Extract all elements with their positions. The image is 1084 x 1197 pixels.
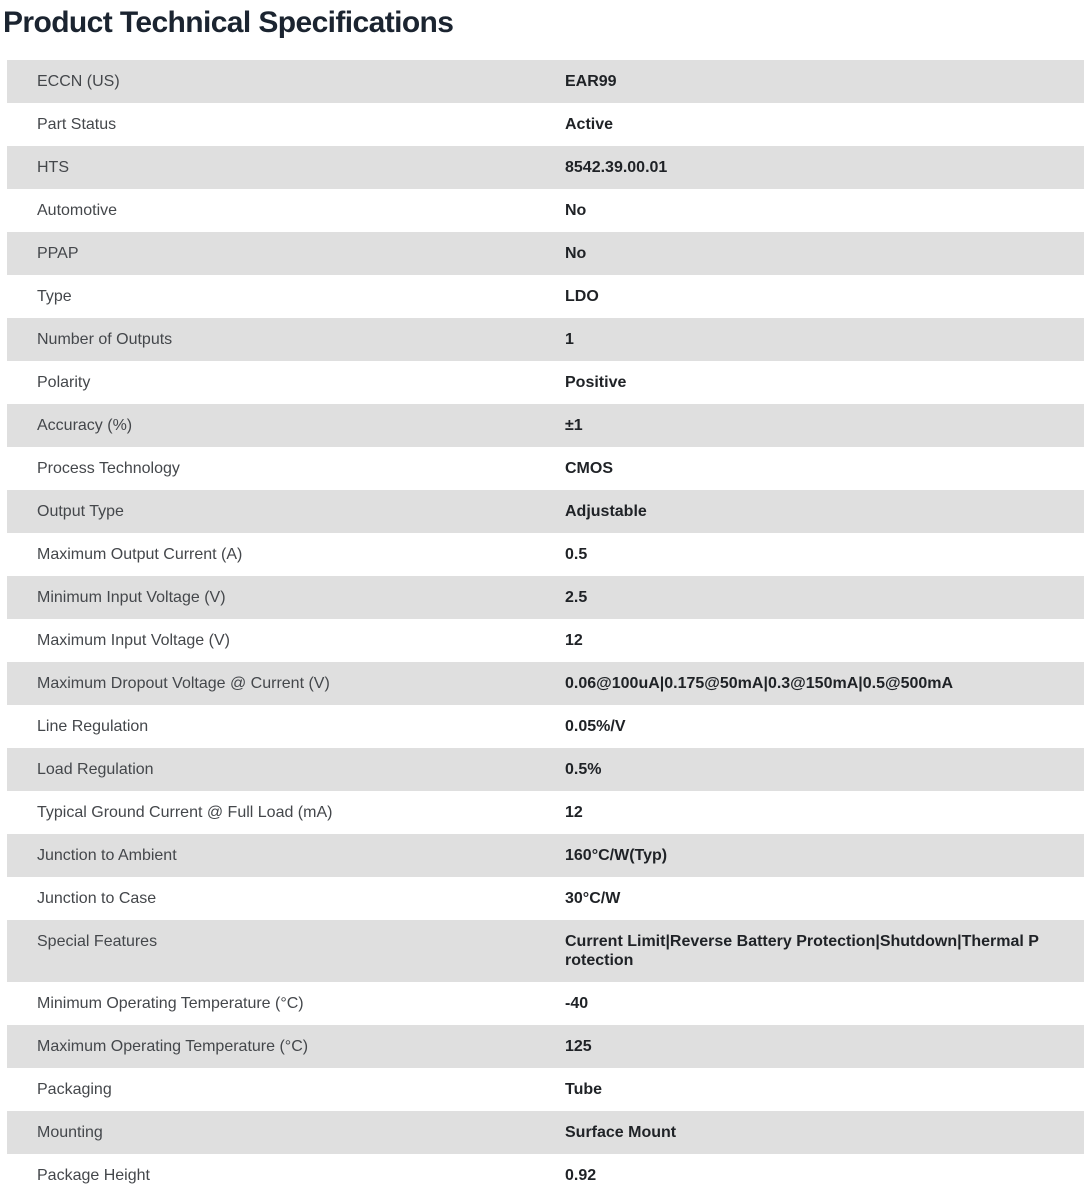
table-row — [7, 982, 1084, 1025]
table-row — [7, 877, 1084, 920]
spec-label: Mounting — [37, 1124, 103, 1141]
table-row — [7, 361, 1084, 404]
table-row — [7, 576, 1084, 619]
spec-value: Current Limit|Reverse Battery Protection|Shutdown|Thermal Protection — [565, 933, 1039, 969]
spec-label: Minimum Operating Temperature (°C) — [37, 995, 304, 1012]
spec-value: Positive — [565, 374, 627, 391]
table-row — [7, 146, 1084, 189]
spec-value: -40 — [565, 995, 589, 1012]
spec-label: PPAP — [37, 245, 79, 262]
spec-value: 0.92 — [565, 1167, 597, 1184]
spec-value: 125 — [565, 1038, 592, 1055]
spec-label: Maximum Operating Temperature (°C) — [37, 1038, 309, 1055]
spec-label: Accuracy (%) — [37, 417, 133, 434]
spec-value: 30°C/W — [565, 890, 621, 907]
table-row — [7, 834, 1084, 877]
spec-label: Junction to Case — [37, 890, 157, 907]
table-row — [7, 705, 1084, 748]
table-row — [7, 189, 1084, 232]
spec-label: Special Features — [37, 933, 158, 950]
table-row — [7, 60, 1084, 103]
spec-label: Junction to Ambient — [37, 847, 177, 864]
table-row — [7, 447, 1084, 490]
spec-label: Part Status — [37, 116, 117, 133]
spec-value: No — [565, 202, 587, 219]
spec-value: Surface Mount — [565, 1124, 677, 1141]
table-row — [7, 1068, 1084, 1111]
spec-label: Maximum Input Voltage (V) — [37, 632, 230, 649]
spec-label: Load Regulation — [37, 761, 154, 778]
spec-value: EAR99 — [565, 73, 617, 90]
spec-value: LDO — [565, 288, 599, 305]
table-row — [7, 404, 1084, 447]
spec-label: Type — [37, 288, 72, 305]
table-row — [7, 232, 1084, 275]
spec-value: 12 — [565, 632, 583, 649]
spec-label: Line Regulation — [37, 718, 149, 735]
table-row — [7, 748, 1084, 791]
table-row — [7, 490, 1084, 533]
table-row — [7, 318, 1084, 361]
table-row — [7, 619, 1084, 662]
table-row — [7, 275, 1084, 318]
table-row — [7, 791, 1084, 834]
table-row — [7, 662, 1084, 705]
page-title: Product Technical Specifications — [3, 6, 454, 39]
spec-label: Package Height — [37, 1167, 150, 1184]
spec-value: Active — [565, 116, 614, 133]
spec-label: HTS — [37, 159, 69, 176]
spec-label: Output Type — [37, 503, 124, 520]
table-row — [7, 1025, 1084, 1068]
spec-label: Number of Outputs — [37, 331, 173, 348]
spec-label: Packaging — [37, 1081, 112, 1098]
spec-label: Automotive — [37, 202, 118, 219]
spec-value: ±1 — [565, 417, 583, 434]
spec-page — [0, 5, 1084, 1197]
spec-label: Maximum Output Current (A) — [37, 546, 243, 563]
spec-value: 160°C/W(Typ) — [565, 847, 668, 864]
spec-label: ECCN (US) — [37, 73, 120, 90]
spec-value: Tube — [565, 1081, 603, 1098]
spec-value: 12 — [565, 804, 583, 821]
spec-value: Adjustable — [565, 503, 647, 520]
spec-value: 2.5 — [565, 589, 588, 606]
spec-value: CMOS — [565, 460, 613, 477]
spec-value: 8542.39.00.01 — [565, 159, 668, 176]
spec-value: No — [565, 245, 587, 262]
spec-label: Maximum Dropout Voltage @ Current (V) — [37, 675, 330, 692]
table-row — [7, 103, 1084, 146]
spec-label: Minimum Input Voltage (V) — [37, 589, 226, 606]
spec-table — [7, 60, 1084, 1197]
table-row — [7, 1154, 1084, 1197]
spec-value: 0.05%/V — [565, 718, 626, 735]
table-row — [7, 1111, 1084, 1154]
spec-value: 0.5% — [565, 761, 602, 778]
table-row — [7, 533, 1084, 576]
table-row — [7, 920, 1084, 982]
spec-label: Process Technology — [37, 460, 180, 477]
spec-value: 1 — [565, 331, 574, 348]
spec-value: 0.06@100uA|0.175@50mA|0.3@150mA|0.5@500mA — [565, 675, 954, 692]
spec-label: Polarity — [37, 374, 91, 391]
spec-value: 0.5 — [565, 546, 588, 563]
spec-label: Typical Ground Current @ Full Load (mA) — [37, 804, 333, 821]
